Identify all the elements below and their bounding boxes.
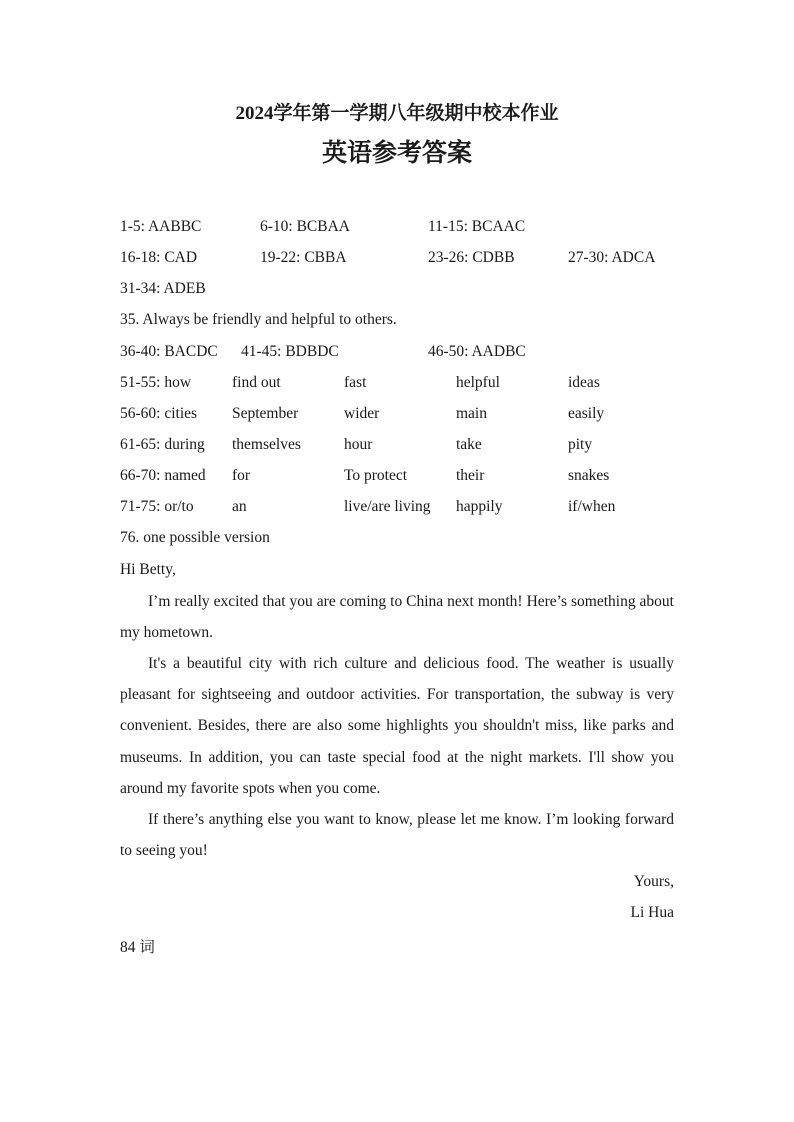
- word-cell: find out: [232, 374, 281, 391]
- answer-item: 16-18: CAD: [120, 249, 198, 266]
- word-cell: ideas: [568, 374, 600, 391]
- word-cell: hour: [344, 436, 373, 453]
- word-cell: 61-65: during: [120, 436, 205, 453]
- word-cell: themselves: [232, 436, 301, 453]
- essay-signature: Li Hua: [630, 904, 674, 921]
- word-cell: if/when: [568, 498, 616, 515]
- word-cell: pity: [568, 436, 593, 453]
- answer-item: 36-40: BACDC: [120, 343, 218, 360]
- word-cell: 56-60: cities: [120, 405, 198, 422]
- essay-greeting: Hi Betty,: [120, 561, 176, 578]
- page-subtitle: 英语参考答案: [321, 140, 472, 167]
- answer-item: 1-5: AABBC: [120, 218, 202, 235]
- answer-item: 46-50: AADBC: [428, 343, 526, 360]
- page-title: 2024学年第一学期八年级期中校本作业: [235, 103, 559, 124]
- essay-closing: Yours,: [633, 873, 674, 890]
- word-cell: snakes: [568, 467, 610, 484]
- essay-heading: 76. one possible version: [120, 529, 270, 546]
- word-cell: 66-70: named: [120, 467, 206, 484]
- word-cell: easily: [568, 405, 605, 422]
- word-cell: September: [232, 405, 299, 422]
- word-count: 84 词: [120, 939, 155, 956]
- word-cell: their: [456, 467, 485, 484]
- word-cell: take: [456, 436, 482, 453]
- answer-item: 31-34: ADEB: [120, 280, 206, 297]
- answer-item: 27-30: ADCA: [568, 249, 656, 266]
- answer-item: 11-15: BCAAC: [428, 218, 526, 235]
- word-cell: wider: [344, 405, 380, 422]
- essay-paragraph: It's a beautiful city with rich culture and delicious food. The weather is usually pleasant for sightseeing and outdoor activities. For transportation, the subway is very convenient. Besides, there are also some highlights you shouldn't miss, like parks and museums. In addition, you can taste special food at the night markets. I'll show you around my favorite spots when you come.: [120, 655, 674, 797]
- answer-item: 41-45: BDBDC: [241, 343, 339, 360]
- essay-paragraph: I’m really excited that you are coming to China next month! Here’s something about my hometown.: [120, 593, 674, 642]
- word-cell: for: [232, 467, 251, 484]
- essay-paragraph: If there’s anything else you want to know, please let me know. I’m looking forward to seeing you!: [120, 811, 674, 860]
- word-cell: happily: [456, 498, 503, 515]
- answer-item: 35. Always be friendly and helpful to others.: [120, 311, 397, 328]
- word-cell: main: [456, 405, 487, 422]
- word-cell: an: [232, 498, 247, 515]
- answer-item: 6-10: BCBAA: [260, 218, 350, 235]
- word-cell: helpful: [456, 374, 500, 391]
- word-cell: fast: [344, 374, 367, 391]
- word-cell: To protect: [344, 467, 408, 484]
- answer-item: 23-26: CDBB: [428, 249, 515, 266]
- answer-item: 19-22: CBBA: [260, 249, 347, 266]
- word-cell: live/are living: [344, 498, 431, 515]
- word-cell: 51-55: how: [120, 374, 192, 391]
- word-cell: 71-75: or/to: [120, 498, 194, 515]
